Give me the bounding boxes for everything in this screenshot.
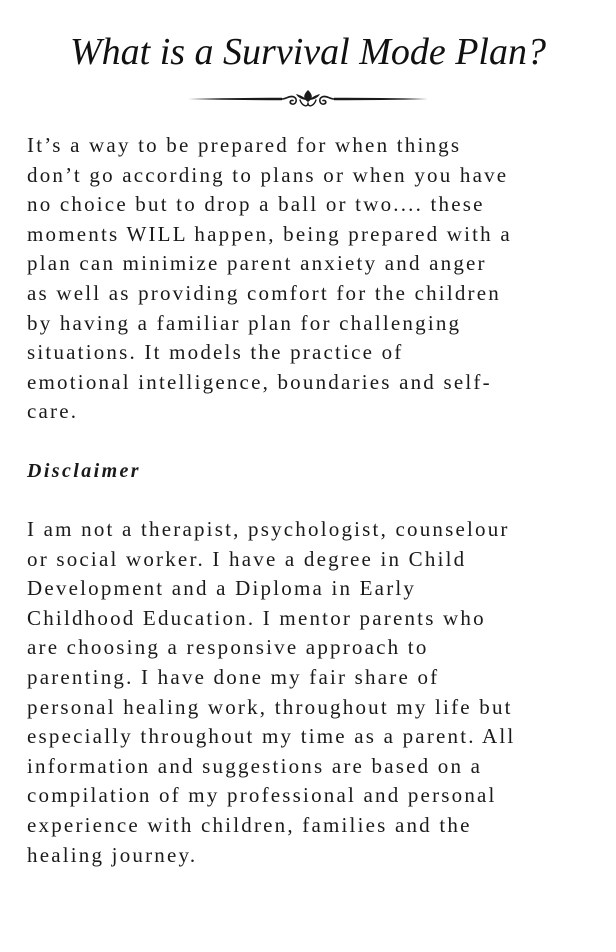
ornamental-divider-icon [186,86,430,112]
intro-line: as well as providing comfort for the children [27,280,501,305]
disclaimer-line: are choosing a responsive approach to [27,635,429,660]
disclaimer-line: Childhood Education. I mentor parents who [27,605,486,630]
disclaimer-line: healing journey. [27,842,198,867]
disclaimer-line: or social worker. I have a degree in Child [27,546,467,571]
page-title: What is a Survival Mode Plan? [70,31,546,73]
intro-line: by having a familiar plan for challenging [27,310,462,335]
disclaimer-heading: Disclaimer [27,460,141,482]
intro-line: It’s a way to be prepared for when things [27,133,462,157]
disclaimer-line: especially throughout my time as a parent. All [27,724,516,749]
disclaimer-line: Development and a Diploma in Early [27,576,417,601]
intro-line: plan can minimize parent anxiety and anger [27,251,487,276]
intro-paragraph [27,131,597,427]
intro-line: moments WILL happen, being prepared with a [27,221,512,246]
intro-line: emotional intelligence, boundaries and self- [27,369,492,394]
intro-line: situations. It models the practice of [27,340,404,365]
disclaimer-line: experience with children, families and the [27,812,472,837]
disclaimer-line: information and suggestions are based on a [27,753,483,778]
disclaimer-line: personal healing work, throughout my life but [27,694,513,719]
intro-line: no choice but to drop a ball or two.... these [27,192,485,217]
disclaimer-line: I am not a therapist, psychologist, counselour [27,517,510,541]
intro-line: don’t go according to plans or when you have [27,162,509,187]
disclaimer-line: compilation of my professional and personal [27,783,497,808]
disclaimer-paragraph [27,515,597,870]
disclaimer-line: parenting. I have done my fair share of [27,664,440,689]
intro-line: care. [27,399,79,424]
